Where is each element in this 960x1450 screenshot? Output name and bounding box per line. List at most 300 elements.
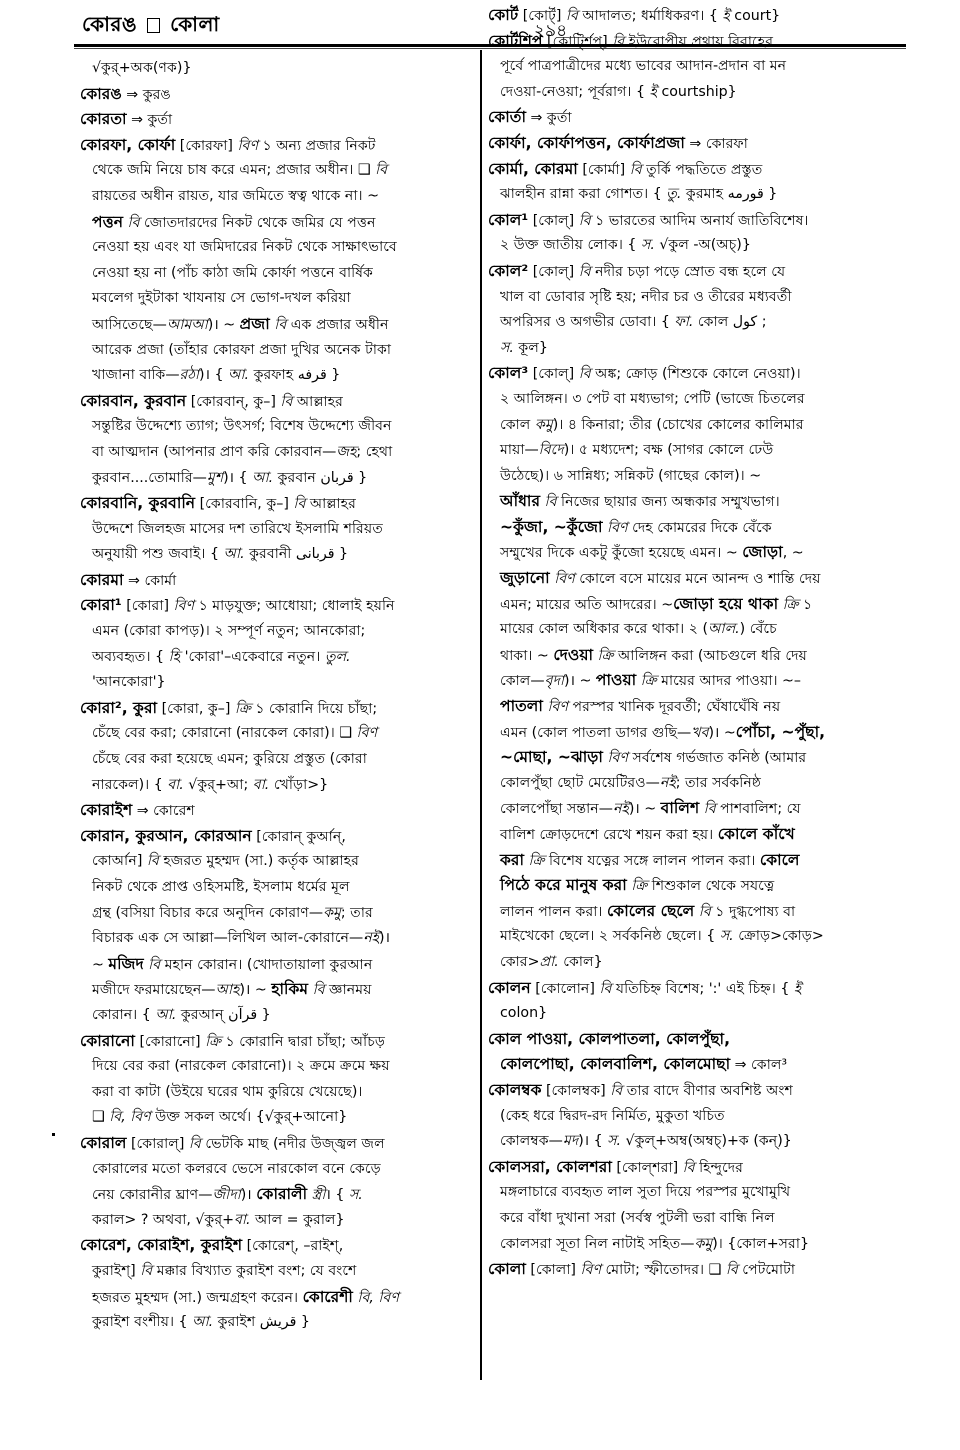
entry-headword-line xyxy=(80,491,475,517)
entry-line xyxy=(80,1208,475,1234)
definition-text: ১ দুগ্ধপোষ্য বা xyxy=(710,903,796,920)
headword: হাকিম xyxy=(271,980,309,999)
definition-text: কুরবান....তোমারি— xyxy=(92,469,207,486)
headword: কোলা xyxy=(488,1260,526,1279)
entry-headword-line xyxy=(488,1257,906,1283)
definition-text: মায়া— xyxy=(500,442,539,459)
definition-text: তুর্কি পদ্ধতিতে প্রস্তুত xyxy=(641,161,763,178)
definition-text: মঙ্গলাচারে ব্যবহৃত লাল সুতা দিয়ে পরস্পর মুখোমুখি xyxy=(500,1184,791,1201)
grammar-label: বি xyxy=(599,980,612,997)
grammar-label: আ. xyxy=(228,367,250,384)
grammar-label: বি xyxy=(375,162,388,179)
definition-text: ১ ভারতের আদিম অনার্য জাতিবিশেষ। xyxy=(590,212,809,229)
definition-text: ; তার সর্বকনিষ্ঠ xyxy=(675,774,762,791)
definition-text: কোল كول ; xyxy=(693,314,767,331)
entry-line xyxy=(80,363,475,389)
definition-text: কোরালের মতো কলরবে ভেসে নারকোল বনে কেড়ে xyxy=(92,1160,381,1177)
definition-text: নিজের ছায়ার জন্য অন্ধকার সম্মুখভাগ। xyxy=(556,494,780,511)
grammar-label: বিণ xyxy=(356,725,378,742)
headword: পাওয়া xyxy=(595,671,637,690)
entry-line xyxy=(488,745,906,771)
grammar-label: বিণ xyxy=(542,699,568,716)
entry-line xyxy=(80,210,475,236)
page-number: ২৯৪ xyxy=(534,21,568,41)
definition-text: হজরত মুহম্মদ (সা.) কর্তৃক আল্লাহর xyxy=(158,853,359,870)
headword: কোল² xyxy=(488,261,529,280)
grammar-label: ই xyxy=(793,980,802,997)
definition-text: বিশেষ যত্নের সঙ্গে লালন পালন করা। xyxy=(544,852,760,869)
definition-text: খাজানা বাকি— xyxy=(92,367,180,384)
definition-text: অপরিসর ও অগভীর ডোবা। { xyxy=(500,314,675,331)
definition-text: কুরফাহ قرفه } xyxy=(249,367,341,384)
definition-text: বা আত্মদান (আপনার প্রাণ করি কোরবান— xyxy=(92,443,337,460)
grammar-label: বি xyxy=(146,853,159,870)
grammar-label: নই xyxy=(612,801,629,818)
entry-line xyxy=(80,338,475,364)
entry-line xyxy=(80,1080,475,1106)
grammar-label: জহ xyxy=(336,443,357,460)
grammar-label: বি xyxy=(610,1082,623,1099)
definition-text: আরেক প্রজা (তাঁহার কোরফা প্রজা দুখির অনেক টাকা xyxy=(92,341,391,358)
entry-line xyxy=(80,184,475,210)
definition-text: মায়ের আদর পাওয়া। ~– xyxy=(656,673,802,690)
entry-line xyxy=(80,901,475,927)
grammar-label: ই xyxy=(722,8,730,24)
definition-text: (কেহ ধরে দ্বিরদ-রদ নির্মিত, মুকুতা খচিত xyxy=(500,1107,725,1124)
headword: জোড়া xyxy=(742,543,783,562)
headword: কোলসরা, কোলশরা xyxy=(488,1157,612,1176)
grammar-label: বিণ xyxy=(237,137,259,154)
grammar-label: আমআ xyxy=(166,316,208,333)
definition-text: ⇒ কোরফা xyxy=(684,135,748,152)
headword: প্রজা xyxy=(239,314,270,333)
definition-text: সন্তুষ্টির উদ্দেশ্যে ত্যাগ; উৎসর্গ; বিশেষ উদ্দেশ্যে জীবন xyxy=(92,418,392,435)
definition-text: পেটমোটা xyxy=(737,1262,795,1279)
entry-line xyxy=(488,387,906,413)
grammar-label: বি xyxy=(140,1262,153,1279)
definition-text: খোঁড়া>} xyxy=(269,776,329,793)
entry-line xyxy=(488,1052,906,1078)
grammar-label: আল. xyxy=(708,621,740,638)
headword: কোলের ছেলে xyxy=(606,901,695,920)
grammar-label: প্রা. xyxy=(539,953,559,970)
definition-text: রায়তের অধীন রায়ত, যার জমিতে স্বত্ব থাকে না। ~ xyxy=(92,187,379,204)
definition-text: মজীদে ফরমায়েছেন— xyxy=(92,982,216,999)
entry-line xyxy=(80,261,475,287)
entry-line xyxy=(488,796,906,822)
entry-line xyxy=(488,617,906,643)
headword: কোরমা xyxy=(80,570,124,589)
grammar-label: স. xyxy=(719,928,734,945)
entry-line xyxy=(80,235,475,261)
definition-text: )। ~ xyxy=(207,316,240,333)
definition-text: [কোরাল্] xyxy=(126,1135,189,1152)
grammar-label: বা. xyxy=(234,1211,251,1228)
headword: কোর্টশিপ xyxy=(488,31,543,50)
right-column xyxy=(488,3,906,1283)
grammar-label: মুশ xyxy=(206,469,224,486)
definition-text: , ~ xyxy=(782,545,804,562)
entry-line xyxy=(80,875,475,901)
entry-line xyxy=(488,310,906,336)
entry-headword-line xyxy=(488,259,906,285)
definition-text: থেকে জমি নিয়ে চাষ করে এমন; প্রজার অধীন। ❑ xyxy=(92,162,376,179)
entry-line xyxy=(488,873,906,899)
definition-text: চেঁছে বের করা; কোরানো (নারকেল কোরা)। ❑ xyxy=(92,725,357,742)
headword: কোলপোছা, কোলবালিশ, কোলমোছা xyxy=(500,1055,731,1074)
definition-text: )। ~ xyxy=(708,724,736,741)
definition-text: ১ কোরানি দিয়ে চাঁছা; xyxy=(250,700,378,717)
definition-text: )। { xyxy=(578,1133,608,1150)
headword: দেওয়া xyxy=(553,645,594,664)
definition-text: করে বাঁধা দুখানা সরা (সর্বস্ব পুটলী ভরা বান্ধি নিল xyxy=(500,1209,775,1226)
definition-text: জ্ঞানময় xyxy=(324,982,372,999)
definition-text: লালন পালন করা। xyxy=(500,903,607,920)
definition-text: [কোরবানি, কু–] xyxy=(195,496,294,513)
entry-headword-line xyxy=(488,1078,906,1104)
definition-text: কোর> xyxy=(500,953,540,970)
grammar-label: বি xyxy=(269,316,287,333)
definition-text: 'আনকোরা'} xyxy=(92,674,166,691)
entry-line xyxy=(80,466,475,492)
entry-line xyxy=(488,336,906,362)
definition-text: ১ অন্য প্রজার নিকট xyxy=(258,137,376,154)
entry-line xyxy=(488,80,906,106)
headword: আঁধার xyxy=(500,492,541,511)
grammar-label: আ. xyxy=(223,546,245,563)
headword: মজিদ xyxy=(108,954,144,973)
headword: কোরতা xyxy=(80,110,127,129)
entry-line xyxy=(488,438,906,464)
entry-line xyxy=(488,1001,906,1027)
entry-line xyxy=(488,1206,906,1232)
definition-text: দেহ কোমরের দিকে বেঁকে xyxy=(627,519,772,536)
entry-line xyxy=(488,668,906,694)
headword: কোরালী xyxy=(256,1185,308,1204)
headword: জোড়া হয়ে থাকা xyxy=(673,594,779,613)
definition-text: দেওয়া-নেওয়া; পূর্বরাগ। { xyxy=(500,83,650,100)
grammar-label: খব xyxy=(691,724,709,741)
entry-line xyxy=(488,822,906,848)
definition-text: [কোরা] xyxy=(121,598,174,615)
entry-line xyxy=(488,950,906,976)
headword: পত্তন xyxy=(92,212,124,231)
definition-text: [কোর্ট্] xyxy=(518,8,566,24)
definition-text: কুরাইশ বংশীয়। { xyxy=(92,1314,193,1331)
entry-line xyxy=(488,464,906,490)
headword: কোরেশ, কোরাইশ, কুরাইশ xyxy=(80,1236,243,1255)
definition-text: [কোল্শরা] xyxy=(611,1159,683,1176)
definition-text: ১ xyxy=(798,596,813,613)
definition-text: গ্রন্থ (বসিয়া বিচার করে অনুদিন কোরাণ— xyxy=(92,904,324,921)
entry-line xyxy=(488,566,906,592)
grammar-label: বিণ xyxy=(549,571,575,588)
headword: করা xyxy=(500,850,525,869)
entry-line xyxy=(80,670,475,696)
definition-text: আদালত; ধর্মাধিকরণ। { xyxy=(577,8,723,24)
definition-text: মহান কোরান। (খোদাতায়ালা কুরআন xyxy=(160,956,373,973)
grammar-label: মদ xyxy=(562,1133,579,1150)
grammar-label: বি xyxy=(280,393,293,410)
entry-headword-line xyxy=(80,133,475,159)
entry-line xyxy=(80,312,475,338)
entry-line xyxy=(80,721,475,747)
entry-line xyxy=(80,952,475,978)
headword: পোঁচা, ~পুঁছা, xyxy=(735,722,826,741)
entry-line xyxy=(80,286,475,312)
entry-line xyxy=(488,515,906,541)
definition-text: উদ্দেশে জিলহজ মাসের দশ তারিখে ইসলামি শরিয়ত xyxy=(92,520,383,537)
definition-text: মবলেগ দুইটাকা খাযনায় সে ভোগ-দখল করিয়া xyxy=(92,290,351,307)
grammar-label: ক্রি xyxy=(636,673,657,690)
headword: কোলম্বক xyxy=(488,1080,542,1099)
grammar-label: বি xyxy=(293,496,306,513)
definition-text: সর্বশেষ গর্ভজাত কনিষ্ঠ (আমার xyxy=(628,750,807,767)
entry-line xyxy=(80,1285,475,1311)
grammar-label: স. xyxy=(640,237,655,254)
separator-box-icon xyxy=(147,18,160,33)
definition-text: )। xyxy=(240,1187,257,1204)
headword: পাতলা xyxy=(500,697,543,716)
entry-line xyxy=(80,56,475,82)
definition-text: এমন; মায়ের অতি আদরের। ~ xyxy=(500,596,674,613)
entry-line xyxy=(80,977,475,1003)
grammar-label: বি xyxy=(578,263,591,280)
entry-line xyxy=(488,233,906,259)
left-column xyxy=(80,56,475,1336)
entry-line xyxy=(80,1259,475,1285)
definition-text: ⇒ কোরেশ xyxy=(132,803,195,820)
definition-text: [কোলোন] xyxy=(530,980,600,997)
definition-text: কুরাইশ্] xyxy=(92,1262,141,1279)
definition-text: বিচারক এক সে আল্লা—লিখিল আল-কোরানে— xyxy=(92,930,364,947)
entry-headword-line xyxy=(80,798,475,824)
definition-text: ভেটকি মাছ (নদীর উজ্জ্বল জল xyxy=(200,1135,385,1152)
definition-text: ; তার xyxy=(340,904,373,921)
definition-text: ⇒ কুরঙ xyxy=(121,86,171,103)
definition-text: )। { xyxy=(199,367,228,384)
definition-text: থাকা। ~ xyxy=(500,647,554,664)
headword: কোর্ট xyxy=(488,6,519,24)
grammar-label: কমু xyxy=(694,1235,713,1252)
grammar-label: নই xyxy=(363,930,380,947)
definition-text: কোরান। { xyxy=(92,1006,156,1023)
definition-text: নেওয়া হয় না (পাঁচ কাঠা জমি কোর্ফা পত্তনে বার্ষিক xyxy=(92,264,373,281)
definition-text: কোলপুঁছা ছোট মেয়েটিরও— xyxy=(500,774,660,791)
grammar-label: জীদা xyxy=(212,1187,241,1204)
definition-text: )। ৪ কিনারা; তীর (চোখের কোলের কালিমার xyxy=(552,416,804,433)
definition-text: ⇒ কুর্তা xyxy=(525,110,572,127)
definition-text: ) বেঁচে xyxy=(739,621,777,638)
definition-text: কোলে বসে মায়ের মনে আনন্দ ও শান্তি দেয় xyxy=(574,571,821,588)
grammar-label: বি xyxy=(308,982,325,999)
entry-line xyxy=(488,285,906,311)
definition-text: সম্মুখের দিকে একটু কুঁজো হয়েছে এমন। ~ xyxy=(500,545,743,562)
grammar-label: বি xyxy=(143,956,161,973)
grammar-label: বিদে xyxy=(538,442,564,459)
entry-line xyxy=(488,182,906,208)
entry-headword-line xyxy=(80,107,475,133)
grammar-label: ক্রি xyxy=(234,700,251,717)
definition-text: জোতদারদের নিকট থেকে জমির যে পত্তন xyxy=(139,214,376,231)
definition-text: √কুর্+অক(ণক)} xyxy=(92,60,192,76)
definition-text: [কোরফা] xyxy=(175,137,238,154)
definition-text: কুরমাহ قورمه } xyxy=(681,186,778,203)
entry-line xyxy=(488,899,906,925)
guide-word-first: কোরঙ xyxy=(82,12,138,36)
definition-text: খাল বা ডোবার সৃষ্টি হয়; নদীর চর ও তীরের মধ্যবর্তী xyxy=(500,288,792,305)
definition-text: ⇒ কোল³ xyxy=(730,1057,788,1074)
entry-line xyxy=(80,1157,475,1183)
entry-headword-line xyxy=(488,1027,906,1053)
definition-text: ২ উক্ত জাতীয় লোক। { xyxy=(500,237,641,254)
headword: পিঠে করে মানুষ করা xyxy=(500,876,627,895)
grammar-label: স. xyxy=(348,1187,363,1204)
definition-text: আল্লাহর xyxy=(292,393,343,410)
definition-text: ২ আলিঙ্গন। ৩ পেট বা মধ্যভাগ; পেটি (ভাজে চিতলের xyxy=(500,390,805,407)
entry-line xyxy=(488,643,906,669)
entry-headword-line xyxy=(80,696,475,722)
entry-line xyxy=(80,747,475,773)
grammar-label: বিণ xyxy=(602,750,628,767)
grammar-label: ই xyxy=(649,83,657,100)
definition-text: √কুর্+আ; xyxy=(183,776,253,793)
grammar-label: আ. xyxy=(192,1314,214,1331)
grammar-label: বি xyxy=(694,903,711,920)
definition-text: ১ কোরানি দ্বারা চাঁছা; আঁচড় xyxy=(220,1033,386,1050)
grammar-label: বা. xyxy=(167,776,184,793)
definition-text: অঙ্ক; ক্রোড় (শিশুকে কোলে নেওয়া)। xyxy=(590,366,801,383)
definition-text: কোল— xyxy=(500,673,545,690)
definition-text: নিকট থেকে প্রাপ্ত ওহিসমষ্টি, ইসলাম ধর্মের মূল xyxy=(92,879,350,895)
grammar-label: ক্রি xyxy=(626,878,648,895)
grammar-label: ক্রি xyxy=(205,1033,221,1050)
entry-line xyxy=(488,694,906,720)
entry-headword-line xyxy=(488,131,906,157)
definition-text: করাল> ? অথবা, √কুর্+ xyxy=(92,1211,235,1228)
grammar-label: কমু xyxy=(323,904,341,921)
grammar-label: রঠা xyxy=(179,367,200,384)
definition-text: অনুযায়ী পশু জবাই। { xyxy=(92,546,224,563)
entry-headword-line xyxy=(488,976,906,1002)
definition-text: )। xyxy=(379,930,390,947)
definition-text: আল = কুরাল} xyxy=(250,1211,345,1228)
definition-text: করা বা কাটা (উইয়ে ঘরের থাম কুরিয়ে খেয়েছে)। xyxy=(92,1083,363,1100)
entry-line xyxy=(488,771,906,797)
grammar-label: স. xyxy=(607,1133,622,1150)
entry-line xyxy=(488,720,906,746)
entry-line xyxy=(80,1003,475,1029)
definition-text: কুরাইশ قريش } xyxy=(213,1314,310,1331)
entry-line xyxy=(80,619,475,645)
entry-headword-line xyxy=(80,1029,475,1055)
entry-headword-line xyxy=(80,593,475,619)
entry-line xyxy=(488,489,906,515)
definition-text: আল্লাহর xyxy=(305,496,356,513)
entry-headword-line xyxy=(488,361,906,387)
headword: কোরানো xyxy=(80,1031,135,1050)
column-divider xyxy=(480,50,482,1380)
entry-line xyxy=(488,1180,906,1206)
grammar-label: ক্রি xyxy=(524,852,545,869)
grammar-label: হি xyxy=(168,648,181,665)
grammar-label: তুল. xyxy=(324,648,351,665)
entry-line xyxy=(80,773,475,799)
definition-text: উঠেছে)। ৬ সান্নিধ্য; সন্নিকট (গাছের কোল)। ~ xyxy=(500,467,762,484)
entry-headword-line xyxy=(488,3,906,29)
definition-text: নারকেল)। { xyxy=(92,776,168,793)
definition-text: )। ~ xyxy=(239,982,272,999)
definition-text: যতিচিহ্ন বিশেষ; ':' এই চিহ্ন। { xyxy=(611,980,794,997)
grammar-label: তু. xyxy=(666,186,682,203)
definition-text: )। ~ xyxy=(628,801,661,818)
definition-text: মাইখেকো ছেলে। ২ সর্বকনিষ্ঠ ছেলে। { xyxy=(500,928,720,945)
entry-line xyxy=(488,540,906,566)
entry-headword-line xyxy=(80,568,475,594)
entry-line xyxy=(80,542,475,568)
entry-headword-line xyxy=(488,208,906,234)
grammar-label: বৃদা xyxy=(544,673,565,690)
definition-text: পরস্পর খানিক দূরবর্তী; ঘেঁষাঘেঁষি নয় xyxy=(568,699,781,716)
headword: কোল¹ xyxy=(488,210,529,229)
grammar-label: ক্রি xyxy=(778,596,799,613)
definition-text: court} xyxy=(729,8,781,24)
headword: কোরা¹ xyxy=(80,596,122,615)
definition-text: ; হেথা xyxy=(356,443,393,460)
entry-line xyxy=(488,1104,906,1130)
definition-text: [কোল্] xyxy=(528,212,579,229)
definition-text: এমন (কোরা কাপড়)। ২ সম্পূর্ণ নতুন; আনকোরা; xyxy=(92,623,366,640)
entry-line xyxy=(80,645,475,671)
headword: কোল পাওয়া, কোলপাতলা, কোলপুঁছা, xyxy=(488,1029,730,1048)
headword: কোর্ফা, কোর্ফাপত্তন, কোর্ফাপ্রজা xyxy=(488,133,685,152)
definition-text: )। ৫ মধ্যদেশ; বক্ষ (সাগর কোলে ঢেউ xyxy=(563,442,774,459)
entry-line xyxy=(488,413,906,439)
headword: কোরেশী xyxy=(302,1287,353,1306)
grammar-label: স. xyxy=(500,339,514,356)
definition-text: [কোলা] xyxy=(525,1262,581,1279)
definition-text: শিশুকাল থেকে সযত্নে xyxy=(647,878,775,895)
entry-headword-line xyxy=(488,105,906,131)
headword: কোরবানি, কুরবানি xyxy=(80,494,196,513)
definition-text: চেঁছে বের করা হয়েছে এমন; কুরিয়ে প্রস্তুত (কোরা xyxy=(92,751,367,768)
headword: কোর্তা xyxy=(488,108,526,127)
entry-line xyxy=(488,1232,906,1258)
entry-line xyxy=(488,924,906,950)
definition-text: মায়ের কোল অধিকার করে থাকা। ২ ( xyxy=(500,621,709,638)
grammar-label: বি, বিণ xyxy=(352,1289,399,1306)
definition-text: কোলসরা সূতা নিল নাটাই সহিত— xyxy=(500,1235,695,1252)
definition-text: √কুল্+অম্ব(অম্বচ্)+ক (কন্)} xyxy=(621,1133,792,1150)
grammar-label: বিণ xyxy=(173,598,195,615)
definition-text: courtship} xyxy=(656,83,737,100)
definition-text: [কোল্] xyxy=(528,366,579,383)
definition-text: ⇒ কুর্তা xyxy=(126,112,173,129)
definition-text: অব্যবহৃত। { xyxy=(92,648,169,665)
headword: কোলে কাঁখে xyxy=(717,825,795,843)
definition-text: [কোল্] xyxy=(528,263,579,280)
headword: কোরাইশ xyxy=(80,801,133,820)
headword: কোরঙ xyxy=(80,84,122,103)
grammar-label: স্ত্রী xyxy=(307,1187,326,1204)
headword: বালিশ xyxy=(660,799,700,818)
grammar-label: নই xyxy=(659,774,676,791)
headword: জুড়ানো xyxy=(500,569,550,588)
entry-line xyxy=(80,849,475,875)
grammar-label: কমু xyxy=(534,416,553,433)
definition-text: [কোরান্ কুর্আন্, xyxy=(251,828,346,845)
grammar-label: বি xyxy=(188,1135,201,1152)
